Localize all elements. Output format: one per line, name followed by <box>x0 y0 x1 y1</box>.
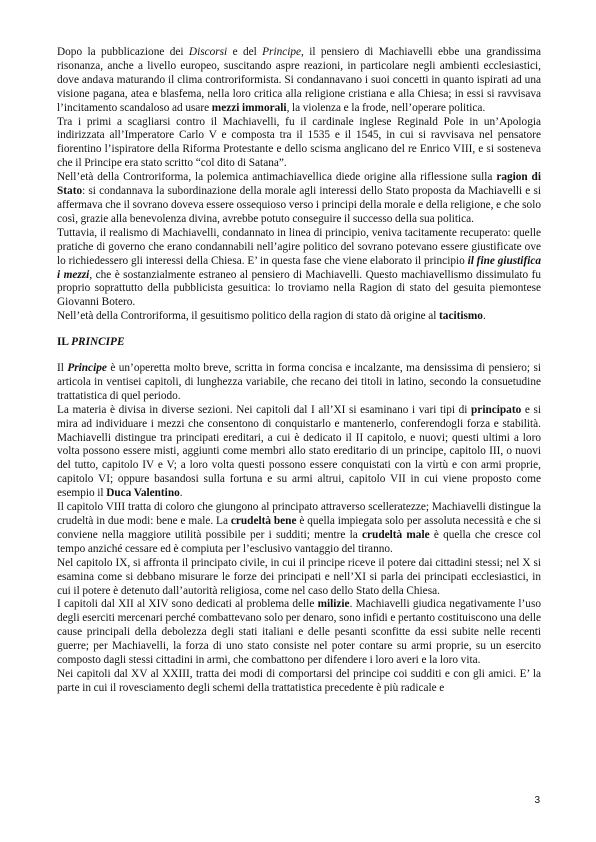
paragraph-realismo: Tuttavia, il realismo di Machiavelli, condannato in linea di principio, veniva tacitamente recuperato: quelle pratiche di governo che erano condannabili nell’agire politico del sovrano potevano essere giustificate ove lo richiedessero gli interessi della Chiesa. E’ in questa fase che viene elaborato il principio il fine giustifica i mezzi, che è sostanzialmente estraneo al pensiero di Machiavelli. Questo machiavellismo dissimulato fu proprio soprattutto della pubblicista gesuitica: lo troviamo nella Ragion di stato del gesuita piemontese Giovanni Botero. <box>57 226 542 309</box>
paragraph-tacitismo: Nell’età della Controriforma, il gesuitismo politico della ragion di stato dà origine al tacitismo. <box>57 310 486 323</box>
document-body <box>57 46 541 696</box>
spacer <box>57 324 541 336</box>
italic-principe: Principe <box>262 46 302 58</box>
section-heading: IL PRINCIPE <box>57 336 125 349</box>
bold-ragion-di-stato: ragion di Stato <box>57 171 541 198</box>
paragraph-sezioni: La materia è divisa in diverse sezioni. Nei capitoli dal I all’XI si esaminano i vari tipi di principato e si mira ad individuare i mezzi che consentono di conquistarlo e mantenerlo, conferendogli forza e stabilità. Machiavelli distingue tra principati ereditari, a cui è dedicato il II capitolo, e nuovi; questi ultimi a loro volta possono essere misti, aggiunti come membri allo stato ereditario di un principe, capitolo III, o nuovi del tutto, capitolo IV e V; a loro volta questi possono essere conquistati con la virtù e con armi proprie, capitolo VI; oppure basandosi sulla fortuna e su armi altrui, capitolo VII in cui viene proposto come esempio il Duca Valentino. <box>57 403 541 500</box>
paragraph-discorsi-reception: Dopo la pubblicazione dei Discorsi e del Principe, il pensiero di Machiavelli ebbe una grandissima risonanza, anche a livello europeo, suscitando aspre reazioni, in particolare negli ambienti ecclesiastici, dove andava maturando il clima controriformista. Si condannavano i suoi concetti in quanto ispirati ad una visione pagana, atea e blasfema, nella loro critica alla religione cristiana e alla Chiesa; in essi si ravvisava l’incitamento scandaloso ad usare mezzi immorali, la violenza e la frode, nell’operare politica. <box>57 46 541 114</box>
paragraph-milizie: I capitoli dal XII al XIV sono dedicati al problema delle milizie. Machiavelli giudica negativamente l’uso degli eserciti mercenari perché combattevano solo per denaro, sono infidi e pertanto costituiscono una delle cause principali della debolezza degli stati italiani e delle pesanti sconfitte da essi subite nelle recenti guerre; per Machiavelli, la forza di uno stato consiste nel poter contare su armi proprie, su un esercito composto dagli stessi cittadini in armi, che combattono per difendere i loro averi e la loro vita. <box>57 598 541 667</box>
bold-italic-fine-mezzi: il fine giustifica i mezzi <box>57 254 542 281</box>
bold-milizie: milizie <box>317 598 350 611</box>
paragraph-comportamenti: Nei capitoli dal XV al XXIII, tratta dei modi di comportarsi del principe coi sudditi e con gli amici. E’ la parte in cui il rovesciamento degli schemi della trattatistica precedente è più radicale e <box>57 667 541 694</box>
bold-crudelta-bene: crudeltà bene <box>230 515 297 527</box>
bold-mezzi-immorali: mezzi immorali <box>211 101 287 114</box>
paragraph-principe-intro: Il Principe è un’operetta molto breve, scritta in forma concisa e incalzante, ma densissima di pensiero; si articola in ventisei capitoli, di lunghezza variabile, che recano dei titoli in latino, secondo la consuetudine trattatistica di quel periodo. <box>57 362 542 402</box>
paragraph-ragion-di-stato: Nell’età della Controriforma, la polemica antimachiavellica diede origine alla riflessione sulla ragion di Stato: si condannava la subordinazione della morale agli interessi dello Stato proposta da Machiavelli e si affermava che il sovrano doveva essere ossequioso verso i principi della morale e della religione, e che solo così, grazie alla benevolenza divina, avrebbe potuto conseguire il successo della sua politica. <box>57 171 541 225</box>
bold-italic-principe: Principe <box>67 362 107 375</box>
paragraph-crudelta: Il capitolo VIII tratta di coloro che giungono al principato attraverso scelleratezze; Machiavelli distingue la crudeltà in due modi: bene e male. La crudeltà bene è quella impiegata solo per assoluta necessità e che si conviene nella maggiore utilità possibile per i sudditi; mentre la crudeltà male è quella che cresce col tempo anziché cessare ed è compiuta per l’esclusivo vantaggio del tiranno. <box>57 501 541 555</box>
bold-tacitismo: tacitismo <box>439 310 483 323</box>
paragraph-reginald-pole: Tra i primi a scagliarsi contro il Machiavelli, fu il cardinale inglese Reginald Pole in un’Apologia indirizzata all’Imperatore Carlo V e composta tra il 1535 e il 1545, in cui si ravvisava nel pensatore fiorentino l’ispiratore della Riforma Protestante e dello scisma anglicano del re Enrico VIII, e si sosteneva che il Principe era stato scritto “col dito di Satana”. <box>57 115 541 170</box>
page-number: 3 <box>534 795 540 806</box>
paragraph-principato-civile: Nel capitolo IX, si affronta il principato civile, in cui il principe riceve il potere dai cittadini stessi; nel X si esamina come si debbano misurare le forze dei principati e nell’XI si parla dei principati ecclesiastici, in cui il potere è detenuto dall’autorità religiosa, come nel caso dello Stato della Chiesa. <box>57 556 541 597</box>
bold-crudelta-male: crudeltà male <box>362 528 430 541</box>
bold-principato: principato <box>471 403 522 416</box>
bold-duca-valentino: Duca Valentino <box>106 487 180 500</box>
spacer <box>57 350 541 362</box>
italic-discorsi: Discorsi <box>188 46 228 58</box>
